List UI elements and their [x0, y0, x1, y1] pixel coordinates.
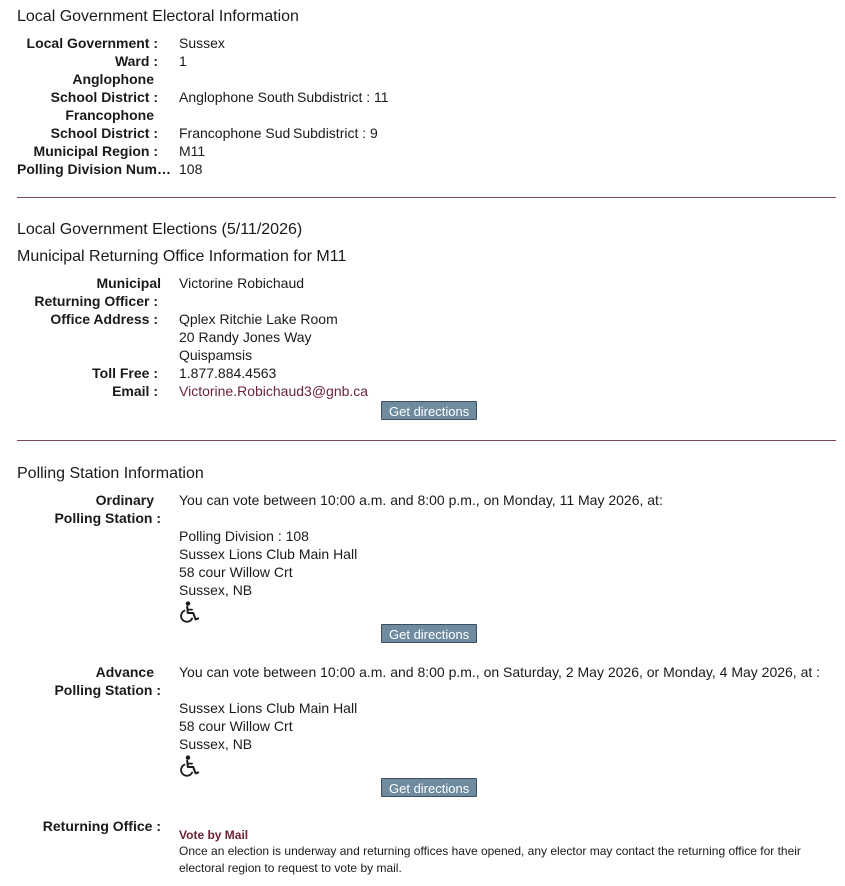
section-title-electoral-info: Local Government Electoral Information: [17, 8, 299, 25]
section-subtitle-returning-office: Municipal Returning Office Information for M11: [17, 248, 347, 265]
ordinary-hours-text: You can vote between 10:00 a.m. and 8:00 p.m., on Monday, 11 May 2026, at:: [179, 492, 663, 508]
wheelchair-accessible-icon: [179, 755, 201, 777]
francophone-label-line1: Francophone: [65, 107, 154, 123]
anglophone-label-line1: Anglophone: [72, 71, 154, 87]
advance-hours-text: You can vote between 10:00 a.m. and 8:00 p.m., on Saturday, 2 May 2026, or Monday, 4 May 2026, at :: [179, 664, 821, 680]
email-label: Email :: [112, 383, 158, 399]
toll-free-value: 1.877.884.4563: [179, 365, 277, 381]
municipal-region-value: M11: [179, 143, 206, 159]
anglophone-district-value: Anglophone South: [179, 89, 295, 105]
advance-street: 58 cour Willow Crt: [179, 718, 293, 734]
local-government-value: Sussex: [179, 35, 225, 51]
ward-label: Ward :: [114, 53, 158, 69]
francophone-label-line2: School District :: [50, 125, 158, 141]
ordinary-polling-division: Polling Division : 108: [179, 528, 309, 544]
office-address-line1: Qplex Ritchie Lake Room: [179, 311, 338, 327]
section-title-elections: Local Government Elections (5/11/2026): [17, 221, 303, 238]
returning-officer-label-line1: Municipal: [96, 275, 161, 291]
returning-officer-label-line2: Returning Officer :: [34, 293, 158, 309]
returning-officer-value: Victorine Robichaud: [179, 275, 305, 291]
anglophone-label-line2: School District :: [50, 89, 158, 105]
office-get-directions-button[interactable]: Get directions: [381, 401, 477, 420]
office-address-label: Office Address :: [50, 311, 158, 327]
ordinary-city: Sussex, NB: [179, 582, 253, 598]
ordinary-venue: Sussex Lions Club Main Hall: [179, 546, 358, 562]
ward-value: 1: [179, 53, 187, 69]
office-address-line3: Quispamsis: [179, 347, 253, 363]
anglophone-subdistrict-value: Subdistrict : 11: [297, 89, 389, 105]
francophone-district-value: Francophone Sud: [179, 125, 291, 141]
local-government-label: Local Government :: [26, 35, 158, 51]
section-divider: [17, 197, 836, 198]
advance-label-line1: Advance: [95, 664, 154, 680]
toll-free-label: Toll Free :: [92, 365, 158, 381]
ordinary-label-line1: Ordinary: [95, 492, 154, 508]
vote-by-mail-title: Vote by Mail: [179, 828, 249, 842]
vote-by-mail-text: Once an election is underway and returning offices have opened, any elector may contact the returning office for their electoral region to request to vote by mail.: [179, 844, 801, 875]
advance-get-directions-button[interactable]: Get directions: [381, 778, 477, 797]
ordinary-get-directions-button[interactable]: Get directions: [381, 624, 477, 643]
polling-division-label: Polling Division Num…: [17, 161, 172, 177]
polling-division-value: 108: [179, 161, 203, 177]
section-title-polling-station: Polling Station Information: [17, 465, 204, 482]
office-address-line2: 20 Randy Jones Way: [179, 329, 312, 345]
municipal-region-label: Municipal Region :: [33, 143, 158, 159]
section-divider: [17, 440, 836, 441]
advance-city: Sussex, NB: [179, 736, 253, 752]
advance-venue: Sussex Lions Club Main Hall: [179, 700, 358, 716]
wheelchair-accessible-icon: [179, 601, 201, 623]
francophone-subdistrict-value: Subdistrict : 9: [293, 125, 378, 141]
ordinary-label-line2: Polling Station :: [54, 510, 161, 526]
ordinary-street: 58 cour Willow Crt: [179, 564, 293, 580]
email-link[interactable]: Victorine.Robichaud3@gnb.ca: [179, 383, 369, 399]
advance-label-line2: Polling Station :: [54, 682, 161, 698]
returning-office-label: Returning Office :: [42, 818, 161, 834]
